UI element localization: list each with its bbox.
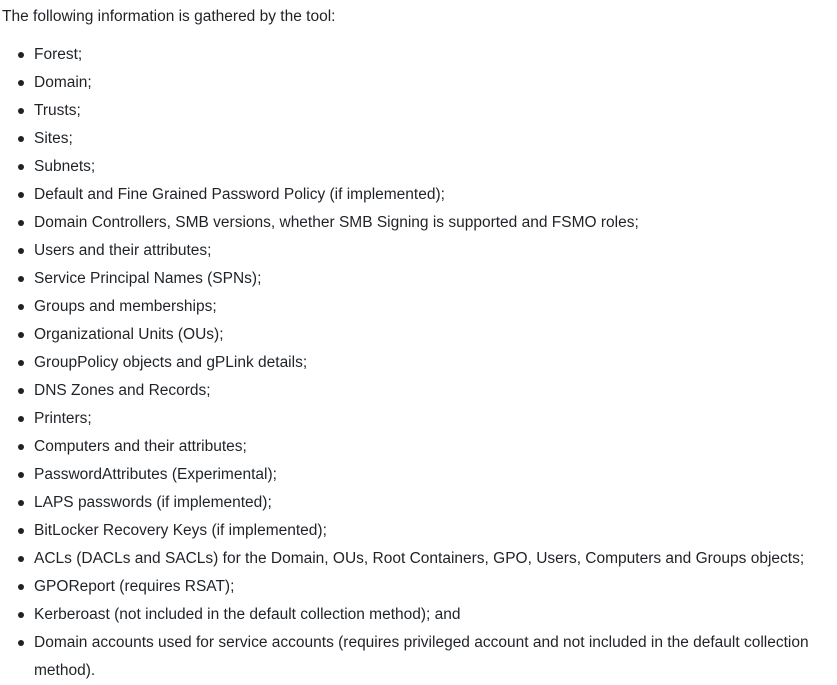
list-item — [0, 377, 837, 405]
list-item — [0, 489, 837, 517]
bullet-icon — [18, 528, 24, 534]
bullet-icon — [18, 360, 24, 366]
list-item-text: Forest; — [34, 46, 83, 63]
bullet-icon — [18, 556, 24, 562]
list-item — [0, 573, 837, 601]
bullet-icon — [18, 52, 24, 58]
list-item-text: Organizational Units (OUs); — [34, 326, 224, 343]
bullet-icon — [18, 80, 24, 86]
list-item — [0, 517, 837, 545]
list-item — [0, 41, 837, 69]
bullet-icon — [18, 136, 24, 142]
gathered-information-list — [0, 41, 837, 685]
list-item — [0, 181, 837, 209]
list-item — [0, 349, 837, 377]
bullet-icon — [18, 612, 24, 618]
list-item-text: Domain Controllers, SMB versions, whether SMB Signing is supported and FSMO roles; — [34, 214, 639, 231]
list-item — [0, 405, 837, 433]
list-item-text: Domain; — [34, 74, 92, 91]
bullet-icon — [18, 584, 24, 590]
list-item — [0, 97, 837, 125]
bullet-icon — [18, 164, 24, 170]
list-item-text: LAPS passwords (if implemented); — [34, 494, 272, 511]
list-item-text: DNS Zones and Records; — [34, 382, 211, 399]
list-item-text: Computers and their attributes; — [34, 438, 247, 455]
list-item — [0, 433, 837, 461]
bullet-icon — [18, 444, 24, 450]
list-item — [0, 545, 837, 573]
list-item-text: GroupPolicy objects and gPLink details; — [34, 354, 308, 371]
bullet-icon — [18, 332, 24, 338]
list-item-text: Default and Fine Grained Password Policy (if implemented); — [34, 186, 445, 203]
list-item — [0, 153, 837, 181]
list-item-text: Printers; — [34, 410, 92, 427]
list-item-text: Kerberoast (not included in the default collection method); and — [34, 606, 461, 623]
list-item-text: BitLocker Recovery Keys (if implemented); — [34, 522, 327, 539]
bullet-icon — [18, 108, 24, 114]
bullet-icon — [18, 500, 24, 506]
list-item-text: Trusts; — [34, 102, 81, 119]
list-item-text: PasswordAttributes (Experimental); — [34, 466, 277, 483]
list-item — [0, 321, 837, 349]
list-item — [0, 237, 837, 265]
list-item-text: Service Principal Names (SPNs); — [34, 270, 262, 287]
bullet-icon — [18, 416, 24, 422]
list-item-text: Users and their attributes; — [34, 242, 212, 259]
list-item-text: Subnets; — [34, 158, 96, 175]
list-item-text: Sites; — [34, 130, 73, 147]
bullet-icon — [18, 640, 24, 646]
list-item-text: Domain accounts used for service accounts (requires privileged account and not included in the default collection method). — [34, 634, 809, 679]
list-item — [0, 629, 837, 685]
bullet-icon — [18, 248, 24, 254]
list-item-text: ACLs (DACLs and SACLs) for the Domain, OUs, Root Containers, GPO, Users, Computers and Groups objects; — [34, 550, 805, 567]
bullet-icon — [18, 304, 24, 310]
bullet-icon — [18, 388, 24, 394]
bullet-icon — [18, 472, 24, 478]
list-item-text: GPOReport (requires RSAT); — [34, 578, 235, 595]
list-item — [0, 209, 837, 237]
list-item-text: Groups and memberships; — [34, 298, 217, 315]
intro-paragraph: The following information is gathered by the tool: — [2, 8, 336, 25]
list-item — [0, 69, 837, 97]
list-item — [0, 293, 837, 321]
bullet-icon — [18, 220, 24, 226]
list-item — [0, 125, 837, 153]
list-item — [0, 265, 837, 293]
list-item — [0, 461, 837, 489]
bullet-icon — [18, 276, 24, 282]
list-item — [0, 601, 837, 629]
bullet-icon — [18, 192, 24, 198]
